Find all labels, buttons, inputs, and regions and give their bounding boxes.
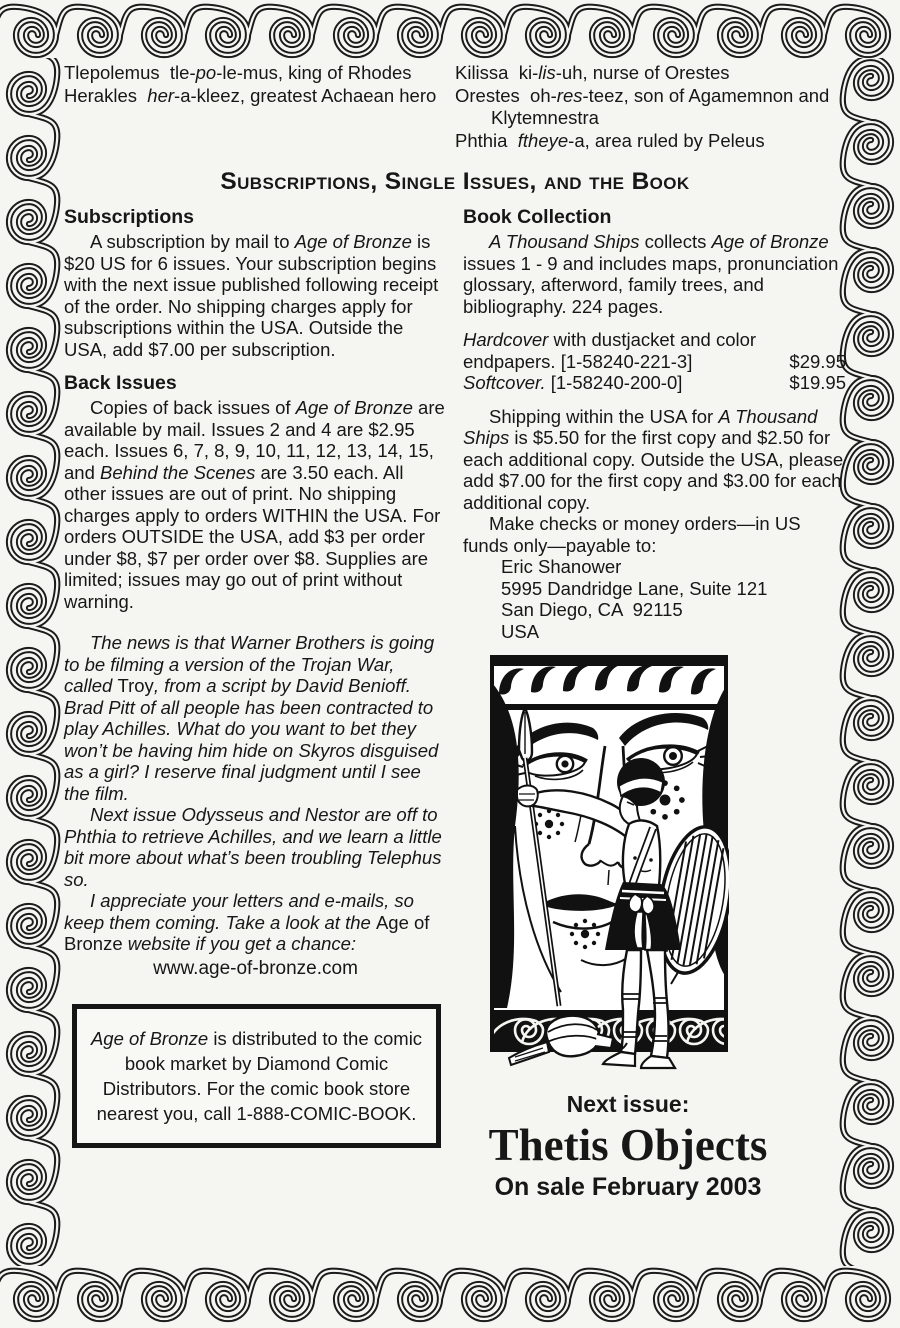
back-issues-heading: Back Issues xyxy=(64,372,177,394)
book-collection-heading: Book Collection xyxy=(463,206,612,228)
hardcover-line-1: Hardcover with dustjacket and color xyxy=(463,329,757,350)
next-issue-label: Next issue: xyxy=(566,1091,690,1117)
glossary-entry: Orestes oh-res-teez, son of Agamemnon and Klytemnestra xyxy=(455,84,835,128)
glossary-entry: Tlepolemus tle-po-le-mus, king of Rhodes xyxy=(64,62,412,83)
editorial-paragraph-1: The news is that Warner Brothers is going to be filming a version of the Trojan War, called Troy, from a script by David Benioff. Brad Pitt of all people has been contracted to play Achilles. What do you want to bet they won’t be having him hide on Skyros disguised as a girl? I reserve final judgment until I see the film. xyxy=(64,632,439,804)
softcover-line xyxy=(463,372,846,394)
back-issues-paragraph: Copies of back issues of Age of Bronze are available by mail. Issues 2 and 4 are $2.95 each. Issues 6, 7, 8, 9, 10, 11, 12, 13, 14, 15, and Behind the Scenes are 3.50 each. All other issues are out of print. No shipping charges apply to orders WITHIN the USA. For orders OUTSIDE the USA, add $3 per order under $8, $7 per order over $8. Supplies are limited; issues may go out of print without warning. xyxy=(64,397,445,612)
spiral-border-top xyxy=(0,2,900,62)
address-line: 5995 Dandridge Lane, Suite 121 xyxy=(501,577,768,599)
address-line: Eric Shanower xyxy=(501,556,622,577)
website-url: www.age-of-bronze.com xyxy=(153,957,358,979)
address-line: USA xyxy=(501,620,540,642)
subscriptions-heading: Subscriptions xyxy=(64,206,195,228)
next-issue-block xyxy=(463,1091,793,1202)
glossary-entry: Kilissa ki-lis-uh, nurse of Orestes xyxy=(455,62,730,83)
glossary-entry: Phthia ftheye-a, area ruled by Peleus xyxy=(455,129,765,151)
shipping-paragraph: Shipping within the USA for A Thousand Ships is $5.50 for the first copy and $2.50 for each additional copy. Outside the USA, please add $7.00 for the first copy and $3.00 for each additional copy. xyxy=(463,405,844,513)
hardcover-price: $29.95 xyxy=(789,350,846,372)
spiral-border-right xyxy=(838,58,898,1266)
editorial-notes xyxy=(64,632,447,955)
right-column xyxy=(463,206,846,1202)
hardcover-isbn: endpapers. [1-58240-221-3] xyxy=(463,350,693,372)
softcover-price: $19.95 xyxy=(789,372,846,393)
pronunciation-glossary xyxy=(64,62,846,152)
on-sale-date: On sale February 2003 xyxy=(494,1173,762,1201)
glossary-right-column xyxy=(455,62,846,152)
page-content xyxy=(64,58,846,1270)
address-line: San Diego, CA 92115 xyxy=(501,599,683,620)
distributor-text: Age of Bronze is distributed to the comic book market by Diamond Comic Distributors. For the comic book store nearest you, call 1-888-COMIC-BOOK. xyxy=(90,1027,423,1124)
spiral-border-bottom xyxy=(0,1266,900,1326)
glossary-left-column xyxy=(64,62,455,152)
spiral-border-left xyxy=(2,58,62,1266)
hardcover-line-2 xyxy=(463,351,846,373)
warrior-face-illustration xyxy=(489,654,729,1078)
softcover-isbn: Softcover. [1-58240-200-0] xyxy=(463,372,683,393)
editorial-paragraph-2: Next issue Odysseus and Nestor are off to Phthia to retrieve Achilles, and we learn a little bit more about what’s been troubling Telephus so. xyxy=(64,804,442,890)
left-column xyxy=(64,206,447,1202)
distributor-box xyxy=(72,1004,441,1148)
book-collection-paragraph: A Thousand Ships collects Age of Bronze issues 1 - 9 and includes maps, pronunciation glossary, afterword, family trees, and bibliography. 224 pages. xyxy=(463,231,839,317)
subscriptions-paragraph: A subscription by mail to Age of Bronze is $20 US for 6 issues. Your subscription begins with the next issue published following receipt of the order. No shipping charges apply for subscriptions within the USA. Outside the USA, add $7.00 per subscription. xyxy=(64,231,439,360)
next-issue-title: Thetis Objects xyxy=(488,1120,768,1170)
editorial-paragraph-3: I appreciate your letters and e-mails, so keep them coming. Take a look at the Age of Bronze website if you get a chance: xyxy=(64,890,430,954)
payable-paragraph: Make checks or money orders—in US funds only—payable to: xyxy=(463,513,801,556)
glossary-entry: Herakles her-a-kleez, greatest Achaean hero xyxy=(64,84,437,106)
two-column-layout xyxy=(64,206,846,1202)
book-price-list xyxy=(463,329,846,394)
page-title: Subscriptions, Single Issues, and the Book xyxy=(220,168,690,195)
